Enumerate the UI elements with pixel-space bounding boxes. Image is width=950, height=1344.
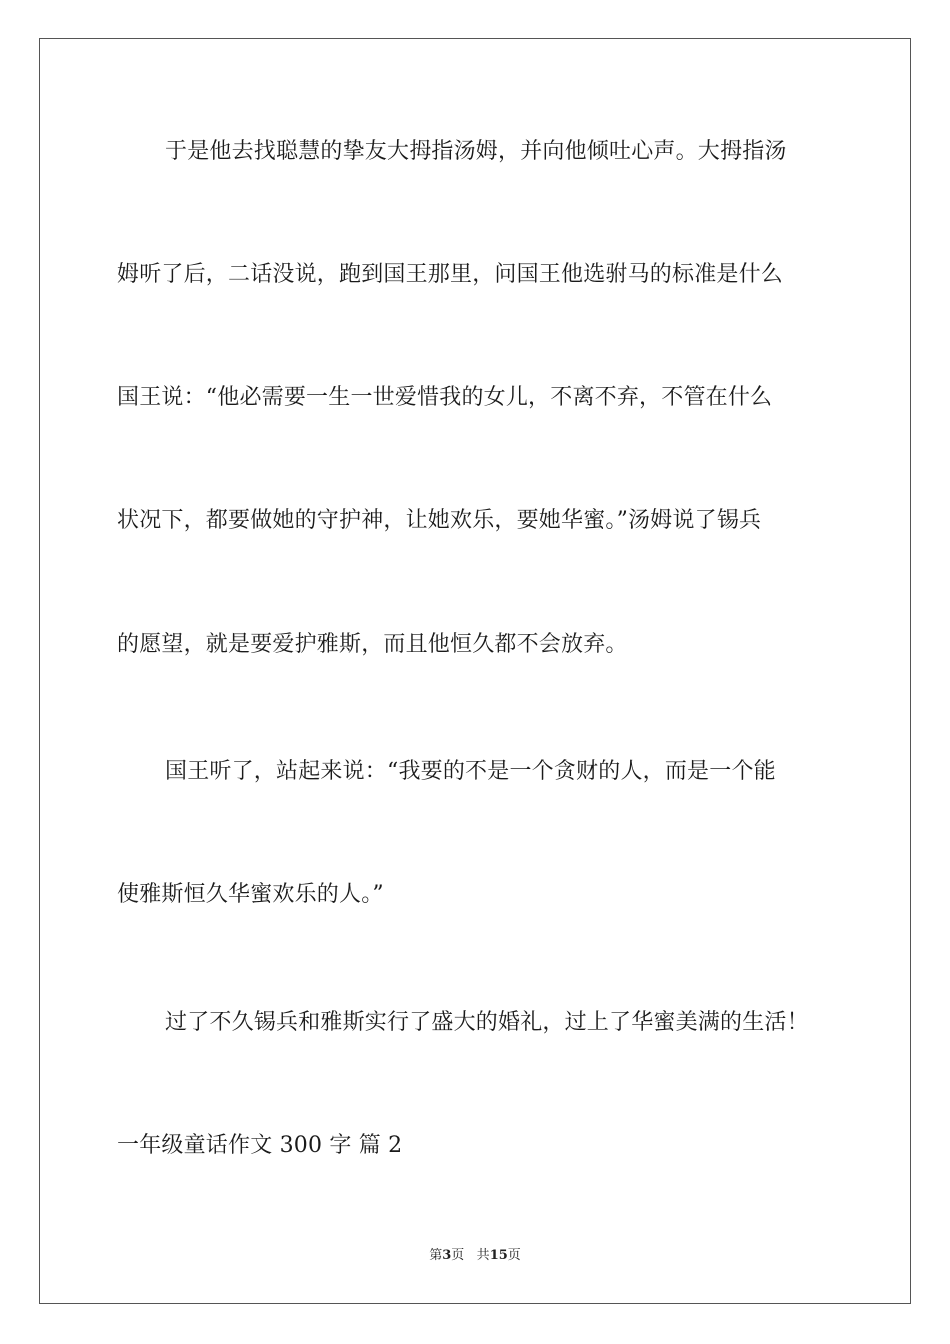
page-footer	[0, 1247, 950, 1265]
paragraph-line: 使雅斯恒久华蜜欢乐的人。”	[117, 882, 384, 907]
paragraph-line: 过了不久锡兵和雅斯实行了盛大的婚礼，过上了华蜜美满的生活！	[165, 1010, 809, 1035]
total-pages-number: 15	[489, 1248, 508, 1263]
page-border	[39, 38, 911, 1304]
paragraph-line: 的愿望，就是要爱护雅斯，而且他恒久都不会放弃。	[117, 632, 628, 657]
footer-total-suffix: 页	[507, 1248, 521, 1263]
paragraph-line: 于是他去找聪慧的挚友大拇指汤姆，并向他倾吐心声。大拇指汤	[165, 139, 787, 164]
paragraph-line: 国王说：“他必需要一生一世爱惜我的女儿，不离不弃，不管在什么	[117, 385, 773, 410]
footer-total-prefix: 共	[476, 1248, 490, 1263]
paragraph-line: 状况下，都要做她的守护神，让她欢乐，要她华蜜。”汤姆说了锡兵	[117, 508, 762, 533]
footer-page-suffix: 页	[451, 1248, 465, 1263]
current-page-number: 3	[442, 1248, 452, 1263]
paragraph-line: 姆听了后，二话没说，跑到国王那里，问国王他选驸马的标准是什么	[117, 262, 784, 287]
section-heading: 一年级童话作文 300 字 篇 2	[117, 1133, 403, 1158]
paragraph-line: 国王听了，站起来说：“我要的不是一个贪财的人，而是一个能	[165, 759, 776, 784]
footer-prefix: 第	[429, 1248, 443, 1263]
